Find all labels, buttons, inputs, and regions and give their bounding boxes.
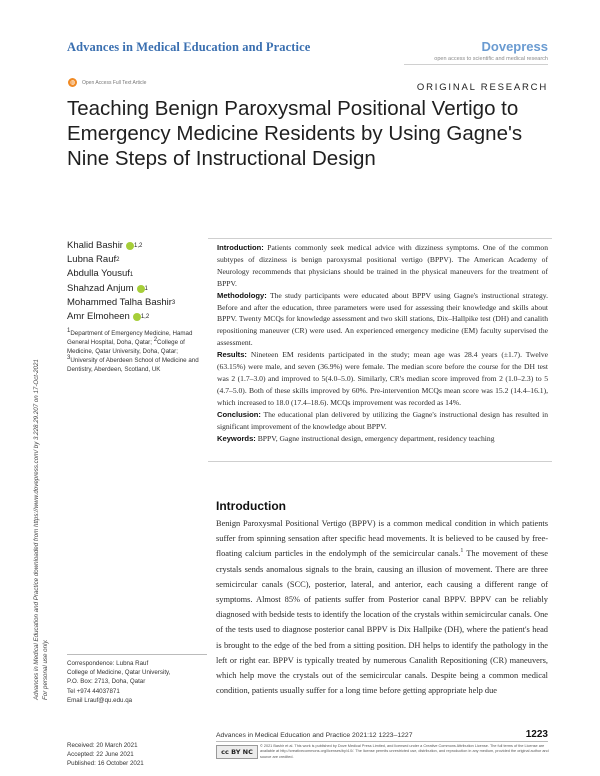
author-list [67,239,227,324]
author[interactable]: Khalid Bashir 1,2 [67,239,227,253]
open-access-badge [68,78,146,87]
article-type: ORIGINAL RESEARCH [416,82,548,93]
author-name: Lubna Rauf [67,254,117,266]
abstract-introduction: Introduction: Patients commonly seek medical advice with dizziness symptoms. One of the common subtypes of dizziness is benign paroxysmal positional vertigo (BPPV). The American Academy of Neurology recommends that physicians should be trained in the physical maneuvers for the treatment of BPPV. [217,243,548,288]
download-notice: Advances in Medical Education and Practice downloaded from https://www.dovepress.com/ by 3.228.29.207 on 17-Oct-2021 [33,359,40,700]
orcid-icon[interactable] [137,285,145,293]
header-rule [404,64,548,65]
introduction-heading: Introduction [216,499,286,513]
footer-rule [216,741,548,742]
affiliation-1: Department of Emergency Medicine, Hamad General Hospital, Doha, Qatar; [67,330,193,347]
affiliations: $^1$Department of Emergency Medicine, Hamad General Hospital, Doha, Qatar; $^2$College of Medicine, Qatar University, Doha, Qatar; $^3$University of Aberdeen School of Medicine and Dentistry, Aberdeen, Scotland, UK [67,327,199,374]
correspondence-email[interactable]: Email Lrauf@qu.edu.qa [67,696,133,704]
abstract-conclusion: Conclusion: The educational plan delivered by utilizing the Gagne's instructional design has resulted in significant improvement of the knowledge about BPPV. [217,409,549,431]
abstract [208,238,552,462]
author-name: Khalid Bashir [67,240,123,251]
reference-link[interactable]: 1 [460,548,464,555]
received-date: Received: 20 March 2021 [67,742,138,749]
affiliation-2: College of Medicine, Qatar University, Doha, Qatar; [67,339,185,356]
accepted-date: Accepted: 22 June 2021 [67,751,134,758]
author[interactable]: Amr Elmoheen 1,2 [67,310,227,324]
correspondence-address: P.O. Box: 2713, Doha, Qatar [67,678,146,686]
footer-citation: Advances in Medical Education and Practice 2021:12 1223–1227 [216,732,413,739]
affiliation-3: University of Aberdeen School of Medicine and Dentistry, Aberdeen, Scotland, UK [67,357,199,374]
correspondence-author: Correspondence: Lubna Rauf [67,660,149,667]
author[interactable]: Abdulla Yousuf 1 [67,267,227,281]
article-dates [67,741,144,768]
cc-license-icon[interactable]: cc BY NC [216,745,258,759]
author[interactable]: Mohammed Talha Bashir 3 [67,296,227,310]
journal-name[interactable]: Advances in Medical Education and Practice [67,40,311,54]
publisher-logo[interactable]: Dovepress [481,39,548,54]
abstract-results: Results: Nineteen EM residents participated in the study; mean age was 28.4 years (±1.7). Twelve (63.15%) were male, and seven (36.9%) were female. The median score before the course for the DH test was 2 (1.7–3.0) and improved to 5(4.0–5.0). Similarly, CR's median score improved from 2 (1.0–2.3) to 5 (4.7–5.0). Both of these skills improved by 60%. Pre-intervention MCQs mean score was 15.2 (14.4–16.1), which increased to 18.0 (17.4–18.6). MCQs improvement was recorded as 14%. [217,350,548,407]
author[interactable]: Lubna Rauf 2 [67,253,227,267]
license-text: © 2021 Bashir et al. This work is published by Dove Medical Press Limited, and licensed under a Creative Commons Attribution License. The full terms of the License are available at http://creativecommons.org/licenses/by/4.0/. The license permits unrestricted use, distribution, and reproduction in any medium, provided the original author and source are credited. [260,744,549,759]
author-name: Amr Elmoheen [67,311,130,323]
correspondence-rule [67,654,207,655]
orcid-icon[interactable] [133,313,141,321]
correspondence-tel: Tel +974 44037871 [67,687,120,695]
article-title: Teaching Benign Paroxysmal Positional Vertigo to Emergency Medicine Residents by Using Gagne's Nine Steps of Instructional Design [67,97,523,170]
correspondence-address: College of Medicine, Qatar University, [67,669,171,677]
published-date: Published: 16 October 2021 [67,760,144,767]
introduction-body: Benign Paroxysmal Positional Vertigo (BPPV) is a common medical condition in which patients suffer from spinning sensation after specific head movements. It is believed to be caused by free-floating calcium particles in the endolymph of the semicircular canals.$^1$ The movement of these crystals sends anomalous signals to the brain, causing an illusion of movement. There are three semicircular canals (SCC), posterior, lateral, and anterior, each causing a different range of symptoms. Almost 85% of patients suffer from Posterior canal BPPV. BPPV can be reliably diagnosed with bedside tests to identify the location of the crystals within semicircular canals. One of the tests used to diagnose posterior canal BPPV is Dix Hallpike (DH), where the patient's head is brought to the edge of the bed from a sitting position. DH helps to identify the pathology in the left or right ear. BPPV is typically treated by numerous Canalith Repositioning (CR) maneuvers, which help move the crystals out of the semicircular canals. Despite being a common medical condition, patients usually suffer for a long time before getting appropriate help due [216,519,548,696]
author[interactable]: Shahzad Anjum 1 [67,282,227,296]
publisher-tagline: open access to scientific and medical research [434,56,548,62]
open-lock-icon: ◍ [69,79,76,86]
orcid-icon[interactable] [126,242,134,250]
author-name: Shahzad Anjum [67,282,134,294]
personal-use-notice: For personal use only. [42,639,49,700]
author-name: Abdulla Yousuf [67,268,130,280]
page-number: 1223 [525,729,548,740]
abstract-methodology: Methodology: The study participants were educated about BPPV using Gagne's instructional strategy. Before and after the education, three parameters were used for assessing their knowledge and skills about BPPV. Twenty MCQs for knowledge assessment and two skill stations, Dix–Hallpike test (DH) and canalith repositioning maneuver (CR) were used. An experienced emergency medicine (EM) faculty supervised the assessment. [217,290,548,348]
abstract-keywords: Keywords: BPPV, Gagne instructional design, emergency department, residency teaching [217,433,495,443]
open-access-label: Open Access Full Text Article [82,79,147,86]
author-name: Mohammed Talha Bashir [67,296,172,308]
correspondence [67,659,207,705]
